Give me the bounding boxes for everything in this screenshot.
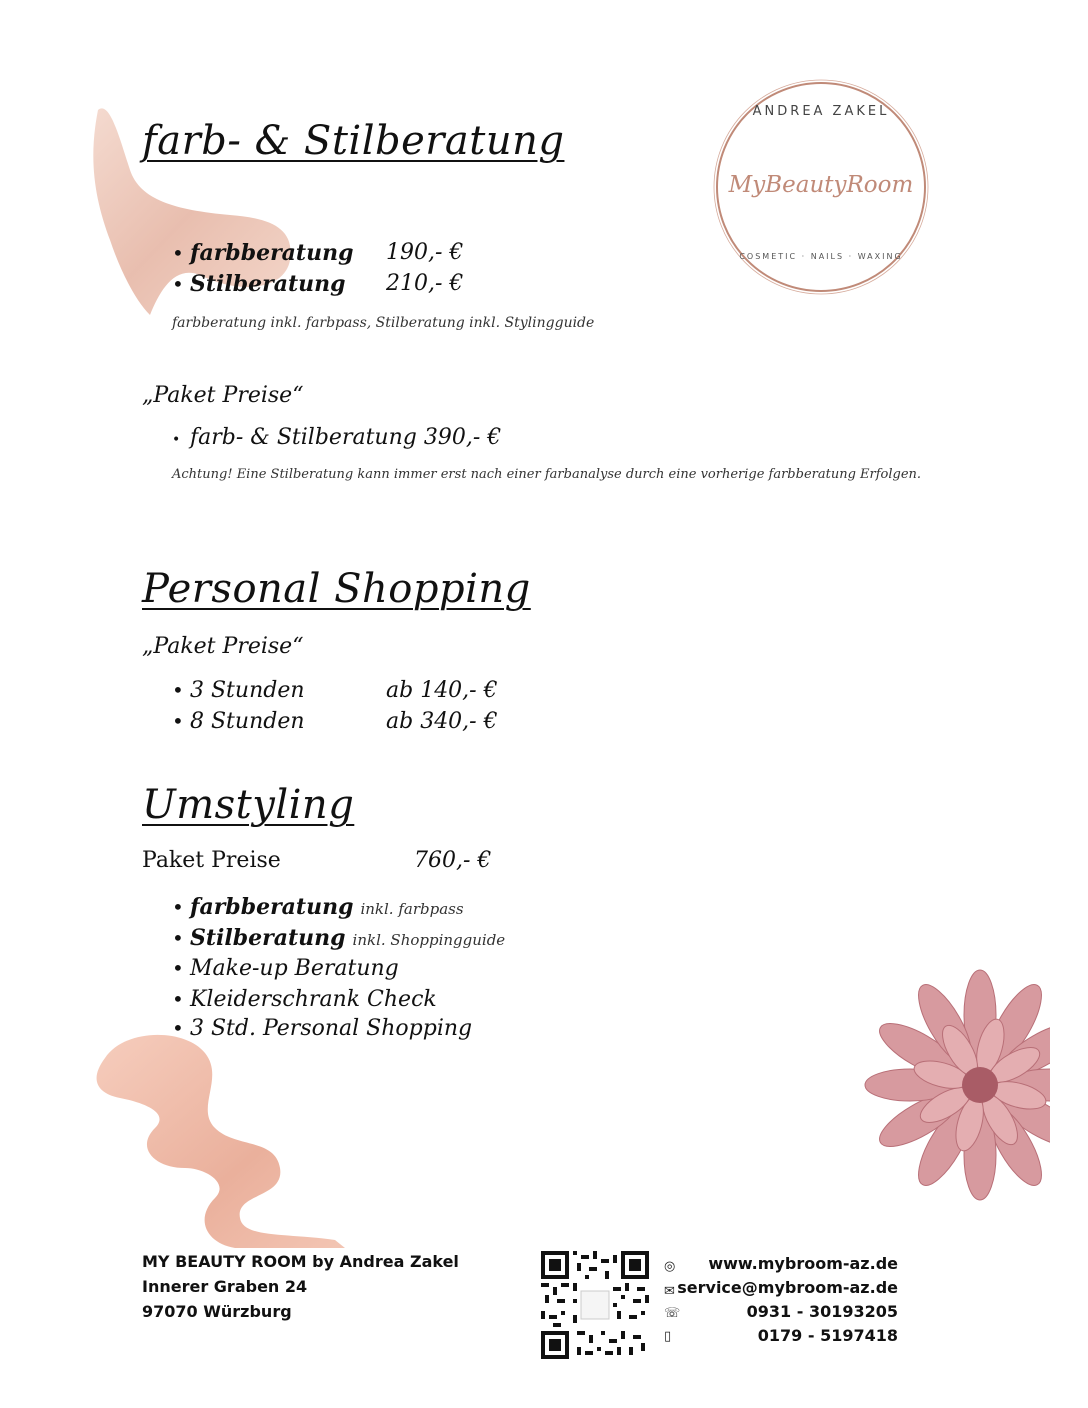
item-price: 190,- € <box>386 240 464 265</box>
list-item <box>172 894 464 920</box>
item-price: 210,- € <box>386 271 464 296</box>
brand-logo <box>710 76 932 298</box>
bullet-icon: • <box>172 678 184 702</box>
flower-image <box>860 965 1050 1225</box>
bullet-icon: • <box>172 709 184 733</box>
list-item <box>172 956 399 981</box>
item-label: farbberatung <box>190 894 354 920</box>
list-item <box>172 240 353 266</box>
bullet-icon: • <box>172 987 184 1011</box>
section-title-personal-shopping: Personal Shopping <box>142 566 531 612</box>
list-item <box>172 925 505 951</box>
logo-top-text: ANDREA ZAKEL <box>752 104 890 119</box>
bullet-icon: • <box>172 272 184 296</box>
mobile-number[interactable]: 0179 - 5197418 <box>757 1326 898 1345</box>
phone-icon: ☏ <box>664 1306 681 1321</box>
section-title-umstyling: Umstyling <box>142 782 355 828</box>
bullet-icon: • <box>172 956 184 980</box>
bullet-icon: • <box>172 1016 184 1040</box>
bullet-icon: • <box>172 895 184 919</box>
item-label: Kleiderschrank Check <box>190 987 437 1012</box>
list-item <box>172 1016 472 1041</box>
list-item <box>172 271 346 297</box>
item-label: 8 Stunden <box>190 709 305 734</box>
bullet-icon: • <box>172 241 184 265</box>
section-note: farbberatung inkl. farbpass, Stilberatung inkl. Stylingguide <box>172 315 595 331</box>
item-label: Make-up Beratung <box>190 956 399 981</box>
list-item <box>172 709 305 734</box>
nail-polish-drip-image <box>85 1018 355 1248</box>
list-item <box>172 425 501 450</box>
logo-center-text: MyBeautyRoom <box>728 172 914 198</box>
footer-street: Innerer Graben 24 <box>142 1277 308 1296</box>
logo-bottom-text: COSMETIC · NAILS · WAXING <box>739 252 903 261</box>
package-price: 760,- € <box>414 848 492 873</box>
item-label: Stilberatung <box>190 271 346 297</box>
globe-icon: ◎ <box>664 1259 676 1274</box>
package-heading: „Paket Preise“ <box>142 383 304 408</box>
qr-code-image <box>541 1251 649 1359</box>
package-label: Paket Preise <box>142 848 281 873</box>
item-price: ab 340,- € <box>386 709 498 734</box>
footer-company-name: MY BEAUTY ROOM by Andrea Zakel <box>142 1252 459 1271</box>
phone-number[interactable]: 0931 - 30193205 <box>746 1302 898 1321</box>
warning-note: Achtung! Eine Stilberatung kann immer erst nach einer farbanalyse durch eine vorherige farbberatung Erfolgen. <box>172 467 922 482</box>
bullet-icon: • <box>172 926 184 950</box>
list-item <box>172 987 437 1012</box>
item-label: 3 Stunden <box>190 678 305 703</box>
item-detail: inkl. Shoppingguide <box>352 931 506 949</box>
list-item <box>172 678 305 703</box>
bullet-icon: • <box>172 432 181 448</box>
item-label: 3 Std. Personal Shopping <box>190 1016 473 1041</box>
item-detail: inkl. farbpass <box>360 900 464 918</box>
item-label: farb- & Stilberatung 390,- € <box>190 425 502 450</box>
website-link[interactable]: www.mybroom-az.de <box>708 1254 898 1273</box>
mobile-icon: ▯ <box>664 1329 672 1344</box>
email-link[interactable]: service@mybroom-az.de <box>677 1278 898 1297</box>
package-heading: „Paket Preise“ <box>142 634 304 659</box>
item-label: Stilberatung <box>190 925 346 951</box>
item-label: farbberatung <box>190 240 354 266</box>
mail-icon: ✉ <box>664 1284 675 1299</box>
footer-city: 97070 Würzburg <box>142 1302 292 1321</box>
item-price: ab 140,- € <box>386 678 498 703</box>
section-title-farb-stilberatung: farb- & Stilberatung <box>142 118 565 164</box>
